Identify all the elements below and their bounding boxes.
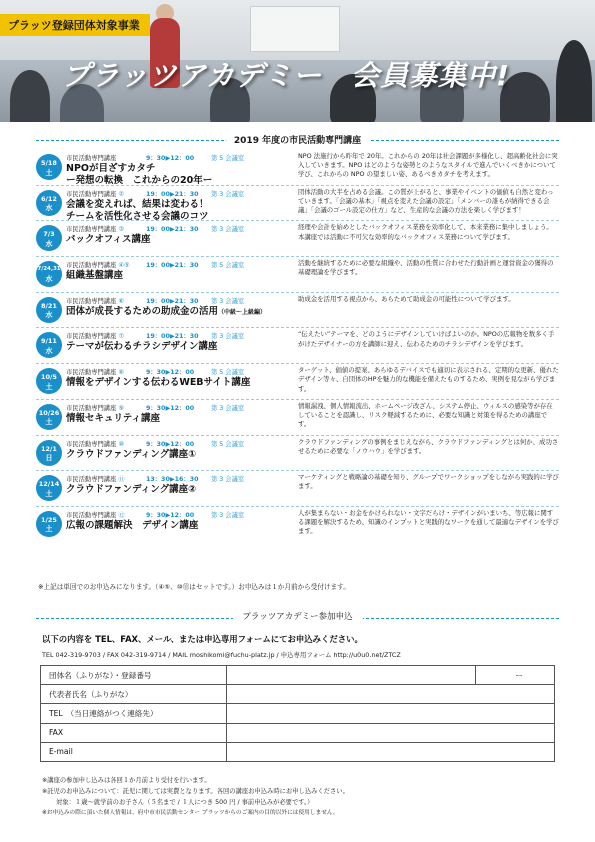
form-row (41, 685, 555, 704)
date-badge: 10/26 土 (36, 404, 62, 430)
course-time: 9：30▶12：00 (146, 511, 195, 519)
course-subtitle: チームを活性化させる会議のコツ (66, 210, 209, 222)
course-row: 7/24,31 水 市民活動専門講座 ④⑤ 19：00▶21：30 第 5 会議室 組織基盤講座 活動を継続するために必要な組織や、活動の性質に合わせた行動計画と運営資金の獲得の基礎理論を学びます。 (36, 257, 559, 293)
whiteboard (250, 6, 340, 52)
form-label: 代表者氏名（ふりがな） (41, 685, 227, 704)
course-time: 19：00▶21：30 (146, 297, 199, 305)
course-level: （中級〜上級編） (218, 308, 267, 316)
registration-number-field[interactable]: ー (476, 666, 555, 685)
course-title: バックオフィス講座 (66, 234, 151, 246)
course-room: 第 3 会議室 (211, 476, 245, 484)
program-tag: プラッツ登録団体対象事業 (0, 14, 150, 36)
course-row: 10/26 土 市民活動専門講座 ⑨ 9：30▶12：00 第 3 会議室 情報セキュリティ講座 情報漏洩、個人情報流出、ホームページ改ざん、システム停止、ウィルスの感染等が存在していることを認識し、リスク軽減するために、必要な知識と対策を得るための講座です。 (36, 400, 559, 436)
form-input[interactable] (226, 723, 554, 742)
date-badge: 7/3 水 (36, 225, 62, 251)
form-label: FAX (41, 723, 227, 742)
course-room: 第 3 会議室 (211, 190, 245, 198)
hero-photo (0, 0, 595, 122)
date-badge: 8/21 水 (36, 297, 62, 323)
footnote: ※お申込みの際に頂いた個人情報は、府中市市民活動センター プラッツからのご案内の目的以外には使用しません。 (42, 810, 339, 816)
contact-info: TEL 042-319-9703 / FAX 042-319-9714 / MAIL moshikomi@fuchu-platz.jp / 申込専用フォーム http://u0u0.net/ZTCZ (42, 651, 401, 659)
course-room: 第 5 会議室 (211, 440, 245, 448)
apply-instructions: 以下の内容を TEL、FAX、メール、または申込専用フォームにてお申込みください。 (42, 634, 363, 644)
course-time: 9：30▶12：00 (146, 155, 195, 162)
course-description: 人が集まらない・お金をかけられない・文字だらけ・デザインがいまいち、等広報に関する課題を解決するため、知識のインプットと実践的なワークを通して最適なデザインを学びます。 (298, 508, 559, 536)
footnote: ※託児のお申込みについて：託児に関しては実費となります。各回の講座お申込み時にお申し込みください。 (42, 788, 349, 795)
course-row: 7/3 水 市民活動専門講座 ③ 19：00▶21：30 第 3 会議室 バックオフィス講座 経理や会計を始めとしたバックオフィス業務を効率化して、本来業務に集中しましょう。本講座では活動に不可欠な効率的なバックオフィス業務について学びます。 (36, 221, 559, 257)
date-badge: 9/11 水 (36, 332, 62, 358)
course-title: クラウドファンディング講座② (66, 484, 197, 496)
course-title: 情報をデザインする伝わるWEBサイト講座 (66, 377, 251, 389)
date-badge: 12/14 土 (36, 475, 62, 501)
course-time: 19：00▶21：30 (146, 262, 199, 270)
footnotes (42, 775, 562, 819)
course-description: 情報漏洩、個人情報流出、ホームページ改ざん、システム停止、ウィルスの感染等が存在していることを認識し、リスク軽減するために、必要な知識と対策を得るための講座です。 (298, 401, 553, 429)
course-time: 19：00▶21：30 (146, 333, 199, 341)
apply-title: プラッツアカデミー参加申込 (232, 610, 362, 622)
course-room: 第 3 会議室 (211, 511, 245, 519)
page-title: プラッツアカデミー 会員募集中! (62, 59, 510, 92)
course-time: 9：30▶12：00 (146, 369, 195, 377)
date-badge: 6/12 水 (36, 190, 62, 216)
course-series: 市民活動専門講座 (66, 511, 117, 519)
course-title: 広報の課題解決 デザイン講座 (66, 519, 199, 531)
course-room: 第 3 会議室 (211, 333, 245, 341)
course-room: 第 3 会議室 (211, 226, 245, 234)
date-badge: 10/5 土 (36, 368, 62, 394)
audience-person (10, 70, 50, 122)
date-badge: 1/25 土 (36, 511, 62, 537)
date-badge: 7/24,31 水 (36, 261, 62, 287)
section-heading (36, 134, 559, 148)
course-series: 市民活動専門講座 (66, 155, 117, 162)
course-series: 市民活動専門講座 (66, 226, 117, 234)
course-description: マーケティングと戦略論の基礎を知り、グループでワークショップをしながら実践的に学びます。 (298, 473, 559, 491)
footnote: 対象：１歳〜就学前のお子さん（５名まで / １人につき 500 円 / 事前申込みが必要です。） (56, 799, 314, 806)
course-time: 9：30▶12：00 (146, 404, 195, 412)
course-room: 第 5 会議室 (211, 369, 245, 377)
course-row (36, 150, 559, 186)
course-description: 団体活動の大半を占める会議。この質が上がると、事業やイベントの価値も自然と変わっていきます。「会議の基本」「視点を変えた会議の設定」「メンバーの誰もが納得できる会議」「会議のゴール設定の仕方」など、生産的な会議の方法を楽しく学びます！ (298, 187, 554, 215)
course-series: 市民活動専門講座 (66, 333, 117, 341)
course-row: 9/11 水 市民活動専門講座 ⑦ 19：00▶21：30 第 3 会議室 テーマが伝わるチラシデザイン講座 “伝えたい”テーマを、どのようにデザインしていけばよいのか。NPOの広報物を数多く手がけたデザイナーの方を講師に迎え、伝わるためのチラシデザインを学びます。 (36, 328, 559, 364)
course-description: NPO 法施行から昨年で 20年。これからの 20年は社会課題が多様化し、超高齢化社会に突入していきます。NPO はどのような姿勢とのようなスタイルで進んでいくべきかについて学び、これからの NPO の望ましい姿、あるべきカタチを考えます。 (298, 152, 558, 179)
course-description: 活動を継続するために必要な組織や、活動の性質に合わせた行動計画と運営資金の獲得の基礎理論を学びます。 (298, 259, 554, 277)
course-description: クラウドファンディングの事例をまじえながら、クラウドファンディングとは何か、成功させるために必要な「ノウハウ」を学びます。 (298, 437, 559, 455)
audience-person (556, 40, 592, 122)
course-time: 19：00▶21：30 (146, 226, 199, 234)
course-row: 10/5 土 市民活動専門講座 ⑧ 9：30▶12：00 第 5 会議室 情報をデザインする伝わるWEBサイト講座 ターゲット、価値の提案、あらゆるデバイスでも適切に表示される、定期的な更新、優れたデザイン等々、自団体のHPを魅力的な機能を備えたものするため、実例を見ながら学びます。 (36, 364, 559, 400)
course-room: 第 5 会議室 (211, 155, 245, 162)
course-title: クラウドファンディング講座① (66, 448, 197, 460)
footnote: ※講座の参加申し込みは各回１か月前より受付を行います。 (42, 777, 211, 784)
course-title: NPOが目ざすカタチ (66, 163, 156, 174)
course-description: ターゲット、価値の提案、あらゆるデバイスでも適切に表示される、定期的な更新、優れたデザイン等々、自団体のHPを魅力的な機能を備えたものするため、実例を見ながら学びます。 (298, 366, 559, 393)
course-series: 市民活動専門講座 (66, 190, 117, 198)
apply-heading (36, 612, 559, 626)
form-row (41, 742, 555, 761)
course-series: 市民活動専門講座 (66, 297, 117, 305)
course-title: 団体が成長するための助成金の活用（中級〜上級編） (66, 305, 267, 317)
form-row (41, 723, 555, 742)
form-label: E-mail (41, 742, 227, 761)
course-schedule (36, 150, 559, 543)
course-description: 助成金を活用する視点から、あらためて助成金の可能性について学びます。 (298, 294, 515, 303)
course-row: 1/25 土 市民活動専門講座 ⑫ 9：30▶12：00 第 3 会議室 広報の課題解決 デザイン講座 人が集まらない・お金をかけられない・文字だらけ・デザインがいまいち、等広報に関する課題を解決するため、知識のインプットと実践的なワークを通して最適なデザインを学びます。 (36, 507, 559, 543)
course-time: 9：30▶12：00 (146, 440, 195, 448)
course-room: 第 5 会議室 (211, 262, 245, 270)
form-row (41, 704, 555, 723)
course-subtitle: ー発想の転換 これからの20年ー (66, 175, 213, 186)
date-badge: 12/1 日 (36, 440, 62, 466)
course-room: 第 3 会議室 (211, 297, 245, 305)
course-series: 市民活動専門講座 (66, 476, 117, 484)
form-input[interactable] (226, 685, 554, 704)
date-badge: 5/18 土 (36, 154, 62, 180)
course-series: 市民活動専門講座 (66, 404, 117, 412)
form-input[interactable] (226, 742, 554, 761)
course-row: 12/14 土 市民活動専門講座 ⑪ 13：30▶16：30 第 3 会議室 クラウドファンディング講座② マーケティングと戦略論の基礎を知り、グループでワークショップをしながら実践的に学びます。 (36, 471, 559, 507)
course-time: 19：00▶21：30 (146, 190, 199, 198)
course-title: 組織基盤講座 (66, 270, 124, 282)
course-time: 13：30▶16：30 (146, 476, 199, 484)
form-input[interactable] (226, 704, 554, 723)
course-title: 情報セキュリティ講座 (66, 412, 161, 424)
course-title: 会議を変えれば、結果は変わる！ (66, 198, 209, 210)
section-title: 2019 年度の市民活動専門講座 (226, 133, 369, 146)
schedule-note: ※上記は単回でのお申込みになります。（④⑤、⑩⑪はセットです。）お申込みは１か月前から受付けます。 (38, 583, 350, 591)
course-row: 6/12 水 市民活動専門講座 ② 19：00▶21：30 第 3 会議室 会議を変えれば、結果は変わる！ チームを活性化させる会議のコツ 団体活動の大半を占める会議。この質が上がると、事業やイベントの価値も自然と変わっていきます。「会議の基本」「視点を変えた会議の設定」「メンバーの誰もが納得できる会議」「会議のゴール設定の仕方」など、生産的な会議の方法を楽しく学びます！ (36, 186, 559, 222)
course-title: テーマが伝わるチラシデザイン講座 (66, 341, 218, 353)
course-series: 市民活動専門講座 (66, 369, 117, 377)
form-row (41, 666, 555, 685)
form-input[interactable] (226, 666, 475, 685)
form-label: 団体名（ふりがな）・登録番号 (41, 666, 227, 685)
course-description: “伝えたい”テーマを、どのようにデザインしていけばよいのか。NPOの広報物を数多く手がけたデザイナーの方を講師に迎え、伝わるためのチラシデザインを学びます。 (298, 330, 555, 348)
form-label: TEL （当日連絡がつく連絡先） (41, 704, 227, 723)
course-series: 市民活動専門講座 (66, 440, 117, 448)
application-form (40, 665, 555, 762)
course-description: 経理や会計を始めとしたバックオフィス業務を効率化して、本来業務に集中しましょう。本講座では活動に不可欠な効率的なバックオフィス業務について学びます。 (298, 223, 553, 241)
course-series: 市民活動専門講座 (66, 262, 117, 270)
course-room: 第 3 会議室 (211, 404, 245, 412)
course-row: 12/1 日 市民活動専門講座 ⑩ 9：30▶12：00 第 5 会議室 クラウドファンディング講座① クラウドファンディングの事例をまじえながら、クラウドファンディングとは何か、成功させるために必要な「ノウハウ」を学びます。 (36, 436, 559, 472)
course-row: 8/21 水 市民活動専門講座 ⑥ 19：00▶21：30 第 3 会議室 団体が成長するための助成金の活用（中級〜上級編） 助成金を活用する視点から、あらためて助成金の可能性について学びます。 (36, 293, 559, 329)
